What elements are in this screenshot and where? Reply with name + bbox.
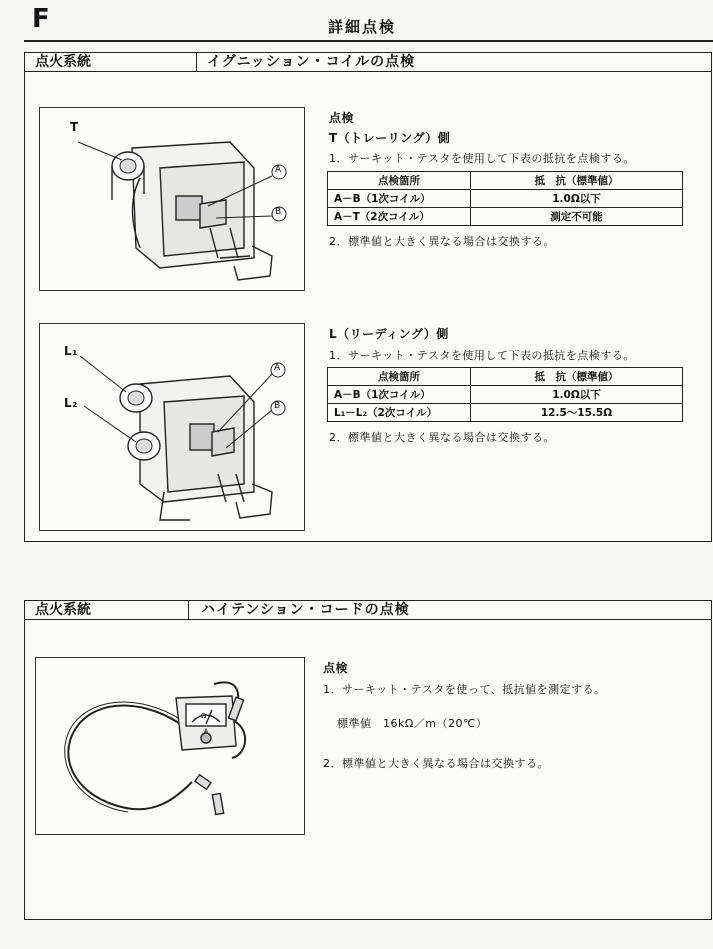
label-b: B bbox=[275, 207, 282, 217]
leading-heading: L（リーディング）側 bbox=[329, 327, 449, 341]
table-row bbox=[328, 190, 683, 208]
page-heading: 詳細点検 bbox=[328, 18, 397, 36]
row-location: A－B（1次コイル） bbox=[328, 190, 471, 208]
cord-standard-value: 標準値 16kΩ／m（20℃） bbox=[337, 717, 488, 730]
trailing-spec-table bbox=[327, 171, 683, 226]
label-a: A bbox=[275, 165, 282, 175]
coil-section-header bbox=[25, 53, 711, 72]
coil-section-title: イグニッション・コイルの点検 bbox=[207, 54, 416, 70]
cord-inspection-heading: 点検 bbox=[323, 661, 349, 675]
label-l1: L₁ bbox=[64, 344, 78, 358]
col-resistance: 抵 抗（標準値） bbox=[471, 172, 683, 190]
page-letter: F bbox=[32, 4, 50, 34]
coil-section-category: 点火系統 bbox=[25, 53, 197, 71]
col-location: 点検箇所 bbox=[328, 172, 471, 190]
row-value: 1.0Ω以下 bbox=[471, 386, 683, 404]
trailing-heading: T（トレーリング）側 bbox=[329, 131, 451, 145]
header-rule bbox=[24, 40, 713, 42]
ignition-coil-leading-illustration bbox=[40, 324, 304, 530]
ignition-coil-illustration bbox=[40, 108, 304, 290]
cord-section-title: ハイテンション・コードの点検 bbox=[201, 602, 410, 618]
row-location: L₁－L₂（2次コイル） bbox=[328, 404, 471, 422]
coil-figure-leading bbox=[39, 323, 305, 531]
leading-step2: 2．標準値と大きく異なる場合は交換する。 bbox=[329, 431, 555, 444]
trailing-step1: 1．サーキット・テスタを使用して下表の抵抗を点検する。 bbox=[329, 152, 635, 165]
svg-text:A: A bbox=[204, 728, 209, 735]
tester-and-cord-illustration bbox=[36, 658, 304, 834]
cord-figure bbox=[35, 657, 305, 835]
label-t: T bbox=[70, 120, 79, 134]
leading-spec-table bbox=[327, 367, 683, 422]
trailing-step2: 2．標準値と大きく異なる場合は交換する。 bbox=[329, 235, 555, 248]
table-row bbox=[328, 386, 683, 404]
row-location: A－T（2次コイル） bbox=[328, 208, 471, 226]
coil-figure-trailing bbox=[39, 107, 305, 291]
row-value: 12.5～15.5Ω bbox=[471, 404, 683, 422]
leading-step1: 1．サーキット・テスタを使用して下表の抵抗を点検する。 bbox=[329, 349, 635, 362]
label-a: A bbox=[274, 363, 281, 373]
table-row bbox=[328, 208, 683, 226]
svg-text:Ω: Ω bbox=[201, 712, 207, 720]
cord-section bbox=[24, 600, 712, 920]
row-value: 1.0Ω以下 bbox=[471, 190, 683, 208]
table-row bbox=[328, 404, 683, 422]
label-l2: L₂ bbox=[64, 396, 78, 410]
coil-inspection-heading: 点検 bbox=[329, 111, 355, 125]
row-value: 測定不可能 bbox=[471, 208, 683, 226]
coil-section bbox=[24, 52, 712, 542]
row-location: A－B（1次コイル） bbox=[328, 386, 471, 404]
table-header-row bbox=[328, 368, 683, 386]
col-location: 点検箇所 bbox=[328, 368, 471, 386]
label-b: B bbox=[274, 401, 281, 411]
cord-step1: 1．サーキット・テスタを使って、抵抗値を測定する。 bbox=[323, 683, 606, 696]
cord-step2: 2．標準値と大きく異なる場合は交換する。 bbox=[323, 757, 549, 770]
cord-section-category: 点火系統 bbox=[25, 601, 189, 619]
table-header-row bbox=[328, 172, 683, 190]
cord-section-header bbox=[25, 601, 711, 620]
col-resistance: 抵 抗（標準値） bbox=[471, 368, 683, 386]
